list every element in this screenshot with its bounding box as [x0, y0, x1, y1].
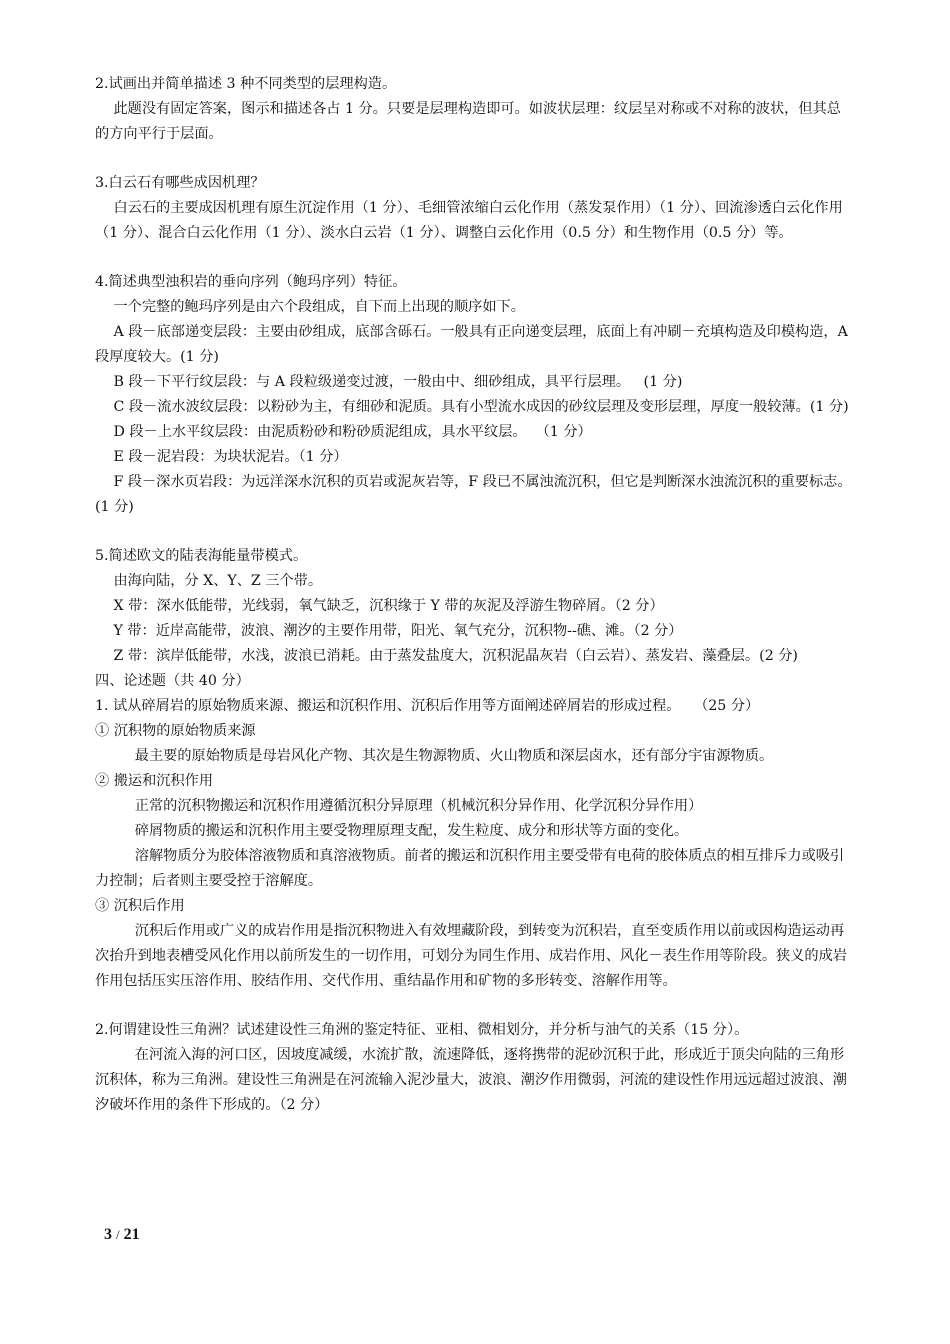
question-4-title: 4.简述典型浊积岩的垂向序列（鲍玛序列）特征。 [95, 274, 407, 290]
segment-e: E 段－泥岩段：为块状泥岩。（1 分） [113, 449, 348, 465]
question-2-answer: 此题没有固定答案，图示和描述各占 1 分。只要是层理构造即可。如波状层理：纹层呈对称或不对称的波状，但其总的方向平行于层面。 [95, 101, 841, 142]
essay-2-answer: 在河流入海的河口区，因坡度减缓，水流扩散，流速降低，逐将携带的泥砂沉积于此，形成近于顶尖向陆的三角形沉积体，称为三角洲。建设性三角洲是在河流输入泥沙量大，波浪、潮汐作用微弱，河流的建设性作用远远超过波浪、潮汐破坏作用的条件下形成的。（2 分） [95, 1047, 847, 1113]
page-total: 21 [123, 1226, 140, 1243]
page-number [104, 1226, 140, 1244]
page-separator: / [116, 1227, 120, 1242]
segment-a: A 段－底部递变层段：主要由砂组成，底部含砾石。一般具有正向递变层理，底面上有冲刷－充填构造及印模构造，A 段厚度较大。(1 分) [95, 324, 853, 365]
question-5-intro: 由海向陆，分 X、Y、Z 三个带。 [113, 573, 323, 589]
section-4-heading: 四、论述题（共 40 分） [95, 673, 250, 689]
essay-1-title: 1. 试从碎屑岩的原始物质来源、搬运和沉积作用、沉积后作用等方面阐述碎屑岩的形成过程。 （25 分） [95, 698, 760, 714]
essay-1-part-2-heading: ② 搬运和沉积作用 [95, 773, 214, 789]
essay-1-part-3-heading: ③ 沉积后作用 [95, 898, 185, 914]
essay-1-part-3-text: 沉积后作用或广义的成岩作用是指沉积物进入有效埋藏阶段，到转变为沉积岩，直至变质作用以前或因构造运动再次抬升到地表槽受风化作用以前所发生的一切作用，可划分为同生作用、成岩作用、风化－表生作用等阶段。狭义的成岩作用包括压实压溶作用、胶结作用、交代作用、重结晶作用和矿物的多形转变、溶解作用等。 [95, 923, 847, 989]
essay-1-part-2-text-1: 正常的沉积物搬运和沉积作用遵循沉积分异原理（机械沉积分异作用、化学沉积分异作用） [134, 798, 703, 814]
segment-f: F 段－深水页岩段：为远洋深水沉积的页岩或泥灰岩等，F 段已不属浊流沉积，但它是判断深水浊流沉积的重要标志。(1 分) [95, 474, 852, 515]
zone-y: Y 带：近岸高能带，波浪、潮汐的主要作用带，阳光、氧气充分，沉积物--礁、滩。（2 分） [113, 623, 683, 639]
segment-b: B 段－下平行纹层段：与 A 段粒级递变过渡，一般由中、细砂组成，具平行层理。 (1 分) [113, 374, 683, 390]
question-2-title: 2.试画出并简单描述 3 种不同类型的层理构造。 [95, 76, 397, 92]
zone-z: Z 带：滨岸低能带，水浅，波浪已消耗。由于蒸发盐度大，沉积泥晶灰岩（白云岩）、蒸发岩、藻叠层。(2 分) [113, 648, 798, 664]
document-page [95, 72, 855, 1118]
segment-d: D 段－上水平纹层段：由泥质粉砂和粉砂质泥组成，具水平纹层。 （1 分） [113, 424, 592, 440]
essay-1-part-1-text: 最主要的原始物质是母岩风化产物、其次是生物源物质、火山物质和深层卤水，还有部分宇宙源物质。 [134, 748, 774, 764]
essay-2-title: 2.何谓建设性三角洲？试述建设性三角洲的鉴定特征、亚相、微相划分，并分析与油气的关系（15 分）。 [95, 1022, 749, 1038]
essay-1-part-1-heading: ① 沉积物的原始物质来源 [95, 723, 256, 739]
question-4-intro: 一个完整的鲍玛序列是由六个段组成，自下而上出现的顺序如下。 [113, 299, 525, 315]
question-3-answer: 白云石的主要成因机理有原生沉淀作用（1 分）、毛细管浓缩白云化作用（蒸发泵作用）（1 分）、回流渗透白云化作用（1 分）、混合白云化作用（1 分）、淡水白云岩（1 分）、调整白云化作用（0.5 分）和生物作用（0.5 分）等。 [95, 200, 843, 241]
zone-x: X 带：深水低能带，光线弱，氧气缺乏，沉积缘于 Y 带的灰泥及浮游生物碎屑。（2 分） [113, 598, 664, 614]
question-5-title: 5.简述欧文的陆表海能量带模式。 [95, 548, 308, 564]
page-current: 3 [104, 1226, 112, 1243]
essay-1-part-2-text-2: 碎屑物质的搬运和沉积作用主要受物理原理支配，发生粒度、成分和形状等方面的变化。 [134, 823, 689, 839]
question-3-title: 3.白云石有哪些成因机理？ [95, 175, 265, 191]
essay-1-part-2-text-3: 溶解物质分为胶体溶液物质和真溶液物质。前者的搬运和沉积作用主要受带有电荷的胶体质点的相互排斥力或吸引力控制；后者则主要受控于溶解度。 [95, 848, 845, 889]
segment-c: C 段－流水波纹层段：以粉砂为主，有细砂和泥质。具有小型流水成因的砂纹层理及变形层理，厚度一般较薄。(1 分) [113, 399, 849, 415]
